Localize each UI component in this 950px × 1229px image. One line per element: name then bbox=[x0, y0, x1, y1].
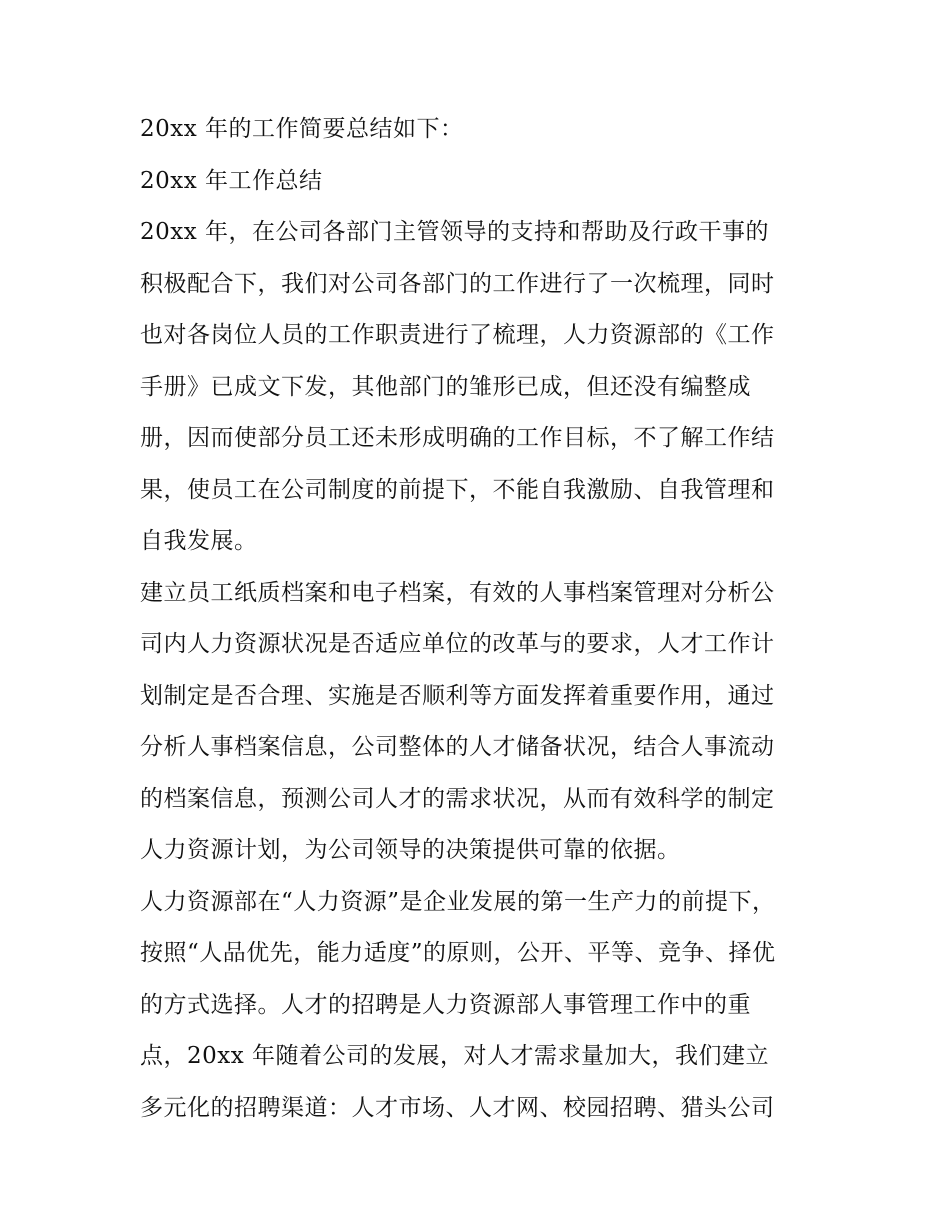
paragraph-line: 的方式选择。人才的招聘是人力资源部人事管理工作中的重 bbox=[140, 991, 751, 1018]
paragraph-line: 建立员工纸质档案和电子档案，有效的人事档案管理对分析公 bbox=[140, 579, 775, 606]
paragraph-line: 自我发展。 bbox=[140, 528, 258, 554]
paragraph-line: 多元化的招聘渠道：人才市场、人才网、校园招聘、猎头公司 bbox=[140, 1094, 775, 1121]
paragraph-line: 的档案信息，预测公司人才的需求状况，从而有效科学的制定 bbox=[140, 785, 775, 812]
intro-line: 20xx 年的工作简要总结如下： bbox=[140, 116, 464, 142]
paragraph-line: 手册》已成文下发，其他部门的雏形已成，但还没有编整成 bbox=[140, 373, 751, 400]
paragraph-line: 司内人力资源状况是否适应单位的改革与的要求，人才工作计 bbox=[140, 631, 775, 657]
paragraph-line: 也对各岗位人员的工作职责进行了梳理，人力资源部的《工作 bbox=[140, 322, 775, 348]
section-heading: 20xx 年工作总结 bbox=[140, 167, 323, 194]
paragraph-line: 人力资源计划，为公司领导的决策提供可靠的依据。 bbox=[140, 837, 681, 863]
paragraph-line: 按照“人品优先，能力适度”的原则，公开、平等、竞争、择优 bbox=[140, 940, 776, 966]
paragraph-line: 20xx 年，在公司各部门主管领导的支持和帮助及行政干事的 bbox=[140, 219, 770, 245]
paragraph-line: 人力资源部在“人力资源”是企业发展的第一生产力的前提下， bbox=[140, 888, 776, 915]
paragraph-line: 分析人事档案信息，公司整体的人才储备状况，结合人事流动 bbox=[140, 734, 775, 760]
paragraph-line: 册，因而使部分员工还未形成明确的工作目标，不了解工作结 bbox=[140, 425, 775, 451]
paragraph-1 bbox=[140, 207, 820, 568]
paragraph-3 bbox=[140, 877, 820, 1135]
paragraph-line: 果，使员工在公司制度的前提下，不能自我激励、自我管理和 bbox=[140, 476, 775, 503]
document-body bbox=[140, 104, 820, 1134]
paragraph-line: 点，20xx 年随着公司的发展，对人才需求量加大，我们建立 bbox=[140, 1043, 770, 1069]
paragraph-line: 积极配合下，我们对公司各部门的工作进行了一次梳理，同时 bbox=[140, 270, 775, 297]
paragraph-line: 划制定是否合理、实施是否顺利等方面发挥着重要作用，通过 bbox=[140, 682, 775, 709]
paragraph-2 bbox=[140, 568, 820, 877]
